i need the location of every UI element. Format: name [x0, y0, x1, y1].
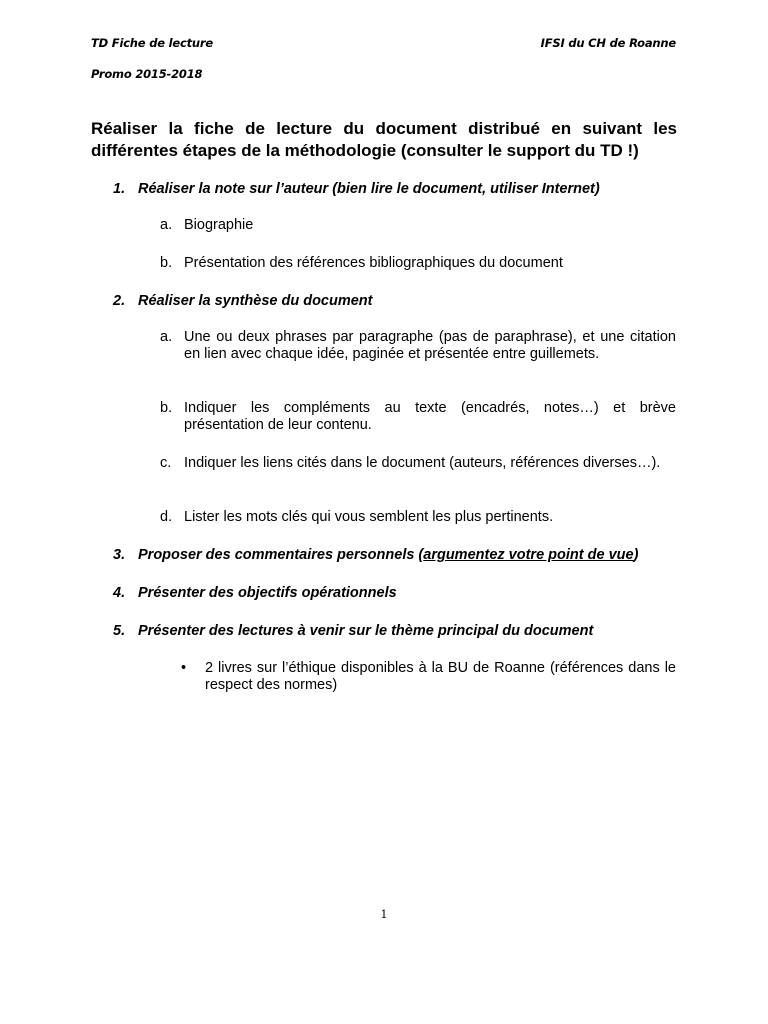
item-text: Biographie: [184, 217, 254, 233]
section-3-title-underlined: argumentez votre point de vue: [423, 547, 634, 563]
item-marker: d.: [160, 509, 173, 525]
section-4-title: Présenter des objectifs opérationnels: [138, 585, 397, 601]
item-marker: b.: [160, 400, 173, 416]
item-text: Présentation des références bibliographiques du document: [184, 255, 563, 271]
item-marker: b.: [160, 255, 173, 271]
section-1-heading: [113, 180, 693, 198]
section-2-item-a: [160, 329, 676, 363]
bullet-text: 2 livres sur l’éthique disponibles à la BU de Roanne (références dans le respect des normes): [205, 660, 676, 693]
document-title: Réaliser la fiche de lecture du document distribué en suivant les différentes étapes de la méthodologie (consulter le support du TD !): [91, 119, 677, 160]
section-3-number: 3.: [113, 547, 126, 563]
item-text: Indiquer les liens cités dans le document (auteurs, références diverses…).: [184, 455, 661, 471]
section-5-heading: [113, 622, 693, 640]
section-2-number: 2.: [113, 293, 126, 309]
item-text: Indiquer les compléments au texte (encadrés, notes…) et brève présentation de leur contenu.: [184, 400, 676, 433]
section-3-heading: [113, 546, 693, 564]
page-number: 1: [380, 908, 388, 921]
section-3-title-before: Proposer des commentaires personnels (: [138, 547, 424, 563]
header-left: TD Fiche de lecture: [91, 36, 213, 50]
section-3-title-after: ): [633, 547, 639, 563]
item-marker: a.: [160, 329, 173, 345]
section-2-title: Réaliser la synthèse du document: [138, 293, 373, 309]
item-text: Lister les mots clés qui vous semblent les plus pertinents.: [184, 509, 554, 525]
item-marker: a.: [160, 217, 173, 233]
header-promo: Promo 2015-2018: [91, 67, 203, 81]
item-text: Une ou deux phrases par paragraphe (pas de paraphrase), et une citation en lien avec chaque idée, paginée et présentée entre guillemets.: [184, 329, 676, 362]
bullet-marker: •: [181, 660, 187, 676]
section-1-number: 1.: [113, 181, 126, 197]
section-1-title: Réaliser la note sur l’auteur (bien lire le document, utiliser Internet): [138, 181, 600, 197]
section-1-item-a: [160, 217, 676, 234]
section-4-number: 4.: [113, 585, 126, 601]
section-2-item-d: [160, 509, 676, 526]
item-marker: c.: [160, 455, 172, 471]
section-1-item-b: [160, 255, 676, 272]
section-5-number: 5.: [113, 623, 126, 639]
section-5-title: Présenter des lectures à venir sur le thème principal du document: [138, 623, 594, 639]
header-right: IFSI du CH de Roanne: [540, 36, 676, 50]
section-4-heading: [113, 584, 693, 602]
section-2-item-b: [160, 400, 676, 434]
section-5-bullet: [181, 660, 676, 694]
section-2-heading: [113, 292, 693, 310]
section-2-item-c: [160, 455, 676, 472]
